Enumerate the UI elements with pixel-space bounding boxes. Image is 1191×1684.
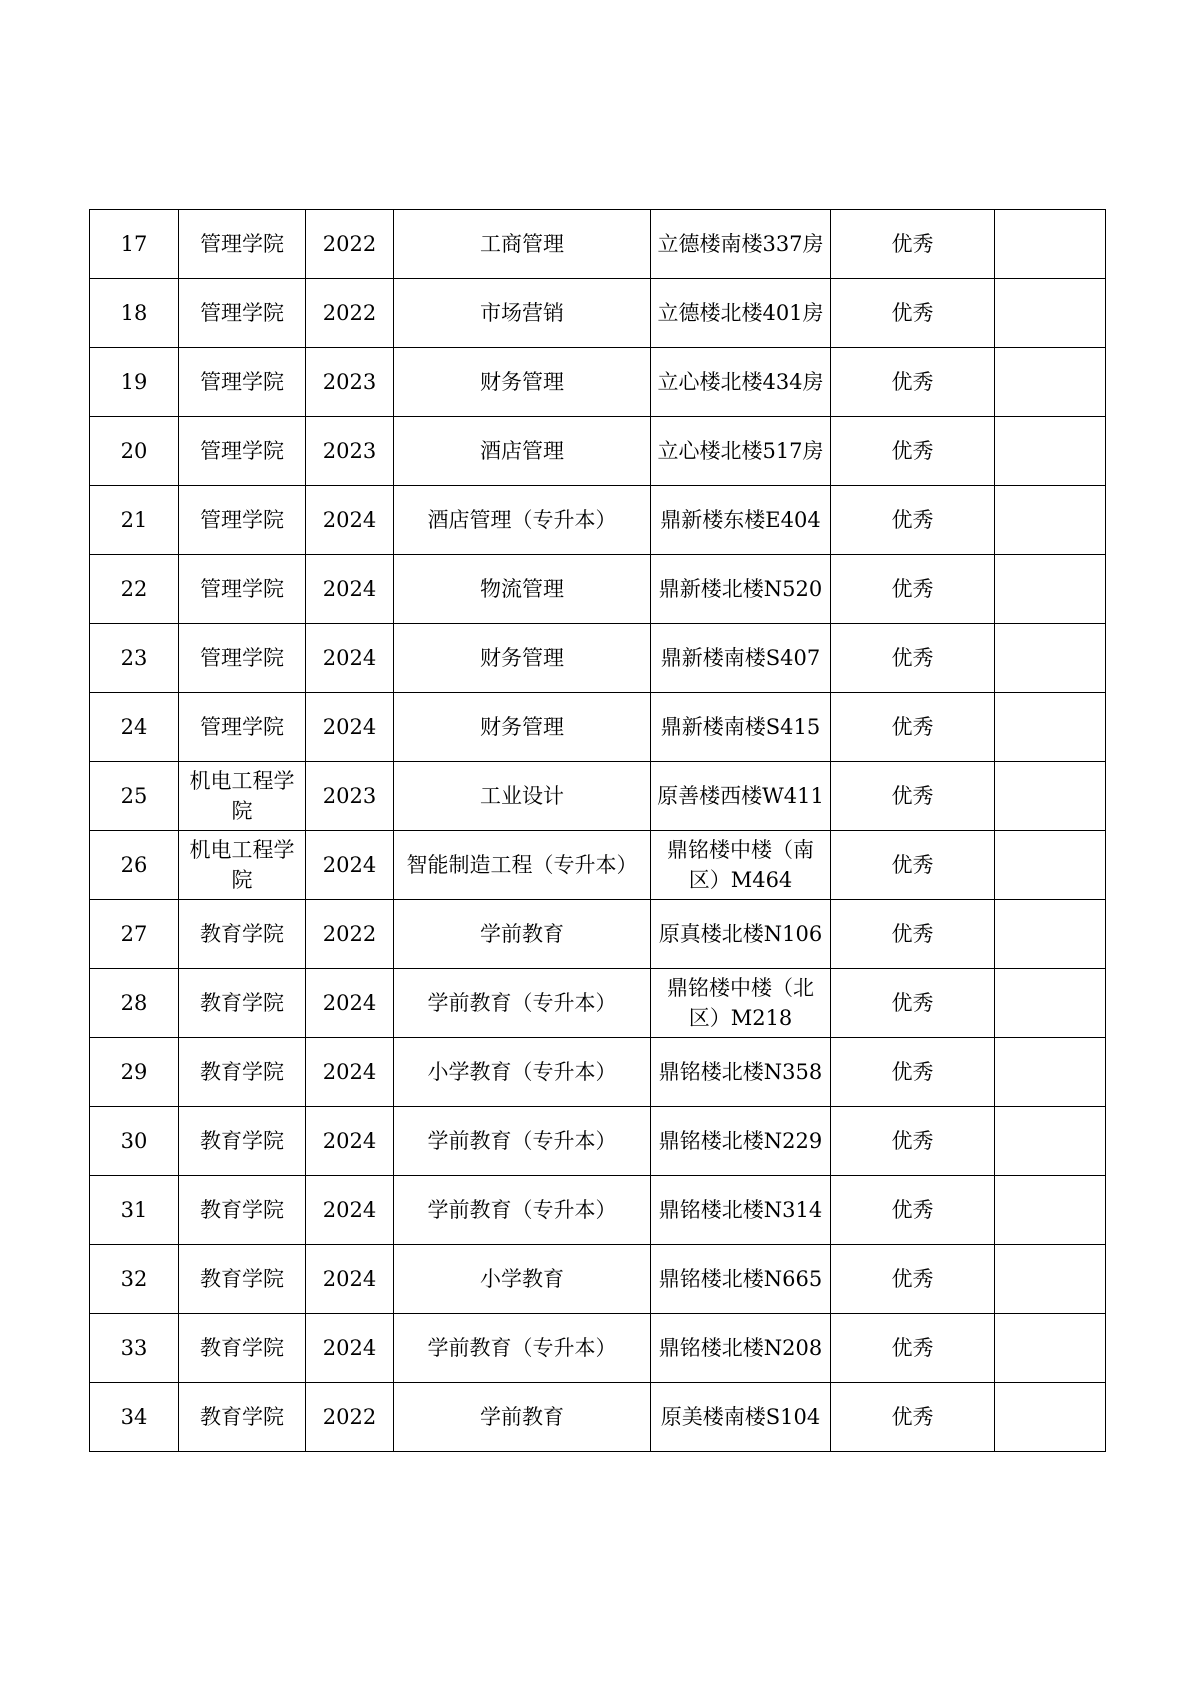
room-cell: 原善楼西楼W411	[651, 762, 831, 831]
remark-cell	[995, 969, 1106, 1038]
rating-cell: 优秀	[831, 1314, 995, 1383]
major-cell: 工业设计	[394, 762, 651, 831]
college-cell: 教育学院	[179, 1383, 306, 1452]
room-cell: 鼎新楼南楼S407	[651, 624, 831, 693]
college-cell: 教育学院	[179, 1107, 306, 1176]
major-cell: 市场营销	[394, 279, 651, 348]
remark-cell	[995, 693, 1106, 762]
room-cell: 鼎铭楼北楼N665	[651, 1245, 831, 1314]
index-cell: 20	[90, 417, 179, 486]
major-cell: 学前教育	[394, 1383, 651, 1452]
grade-cell: 2024	[306, 969, 394, 1038]
college-cell: 管理学院	[179, 693, 306, 762]
room-cell: 鼎铭楼中楼（北区）M218	[651, 969, 831, 1038]
rating-cell: 优秀	[831, 969, 995, 1038]
remark-cell	[995, 1176, 1106, 1245]
index-cell: 22	[90, 555, 179, 624]
grade-cell: 2024	[306, 831, 394, 900]
index-cell: 26	[90, 831, 179, 900]
rating-cell: 优秀	[831, 486, 995, 555]
rating-cell: 优秀	[831, 348, 995, 417]
rating-cell: 优秀	[831, 555, 995, 624]
index-cell: 18	[90, 279, 179, 348]
grade-cell: 2022	[306, 210, 394, 279]
room-cell: 鼎新楼东楼E404	[651, 486, 831, 555]
grade-cell: 2024	[306, 486, 394, 555]
remark-cell	[995, 624, 1106, 693]
index-cell: 17	[90, 210, 179, 279]
table-row	[90, 831, 1106, 900]
index-cell: 21	[90, 486, 179, 555]
grade-cell: 2023	[306, 762, 394, 831]
rating-cell: 优秀	[831, 417, 995, 486]
college-cell: 教育学院	[179, 1245, 306, 1314]
major-cell: 小学教育	[394, 1245, 651, 1314]
college-cell: 管理学院	[179, 348, 306, 417]
table-row	[90, 1176, 1106, 1245]
index-cell: 23	[90, 624, 179, 693]
college-cell: 管理学院	[179, 624, 306, 693]
table-row	[90, 1314, 1106, 1383]
room-cell: 鼎铭楼中楼（南区）M464	[651, 831, 831, 900]
table-row	[90, 624, 1106, 693]
major-cell: 酒店管理（专升本）	[394, 486, 651, 555]
remark-cell	[995, 762, 1106, 831]
major-cell: 学前教育	[394, 900, 651, 969]
table-row	[90, 693, 1106, 762]
remark-cell	[995, 486, 1106, 555]
grade-cell: 2023	[306, 348, 394, 417]
room-cell: 鼎新楼北楼N520	[651, 555, 831, 624]
rating-cell: 优秀	[831, 210, 995, 279]
college-cell: 管理学院	[179, 555, 306, 624]
college-cell: 管理学院	[179, 486, 306, 555]
remark-cell	[995, 555, 1106, 624]
remark-cell	[995, 1314, 1106, 1383]
grade-cell: 2024	[306, 1314, 394, 1383]
index-cell: 28	[90, 969, 179, 1038]
index-cell: 30	[90, 1107, 179, 1176]
room-cell: 立心楼北楼434房	[651, 348, 831, 417]
college-cell: 教育学院	[179, 1314, 306, 1383]
rating-cell: 优秀	[831, 693, 995, 762]
college-cell: 教育学院	[179, 969, 306, 1038]
grade-cell: 2022	[306, 279, 394, 348]
table-body	[90, 210, 1106, 1452]
major-cell: 财务管理	[394, 624, 651, 693]
room-cell: 鼎铭楼北楼N229	[651, 1107, 831, 1176]
major-cell: 学前教育（专升本）	[394, 1176, 651, 1245]
grade-cell: 2024	[306, 1038, 394, 1107]
grade-cell: 2024	[306, 1245, 394, 1314]
table-row	[90, 969, 1106, 1038]
remark-cell	[995, 1038, 1106, 1107]
rating-cell: 优秀	[831, 1038, 995, 1107]
college-cell: 管理学院	[179, 210, 306, 279]
major-cell: 智能制造工程（专升本）	[394, 831, 651, 900]
remark-cell	[995, 417, 1106, 486]
dormitory-rating-table	[89, 209, 1106, 1452]
room-cell: 鼎铭楼北楼N208	[651, 1314, 831, 1383]
index-cell: 25	[90, 762, 179, 831]
table-row	[90, 279, 1106, 348]
grade-cell: 2024	[306, 1107, 394, 1176]
index-cell: 32	[90, 1245, 179, 1314]
table-row	[90, 900, 1106, 969]
major-cell: 酒店管理	[394, 417, 651, 486]
table-row	[90, 762, 1106, 831]
college-cell: 管理学院	[179, 417, 306, 486]
grade-cell: 2023	[306, 417, 394, 486]
table-row	[90, 348, 1106, 417]
table-row	[90, 210, 1106, 279]
major-cell: 财务管理	[394, 693, 651, 762]
table-row	[90, 486, 1106, 555]
grade-cell: 2022	[306, 1383, 394, 1452]
rating-cell: 优秀	[831, 831, 995, 900]
rating-cell: 优秀	[831, 1176, 995, 1245]
remark-cell	[995, 279, 1106, 348]
major-cell: 小学教育（专升本）	[394, 1038, 651, 1107]
grade-cell: 2024	[306, 555, 394, 624]
rating-cell: 优秀	[831, 762, 995, 831]
index-cell: 29	[90, 1038, 179, 1107]
room-cell: 原美楼南楼S104	[651, 1383, 831, 1452]
major-cell: 学前教育（专升本）	[394, 1314, 651, 1383]
index-cell: 19	[90, 348, 179, 417]
college-cell: 教育学院	[179, 1176, 306, 1245]
remark-cell	[995, 348, 1106, 417]
grade-cell: 2024	[306, 624, 394, 693]
index-cell: 27	[90, 900, 179, 969]
index-cell: 34	[90, 1383, 179, 1452]
index-cell: 24	[90, 693, 179, 762]
major-cell: 学前教育（专升本）	[394, 1107, 651, 1176]
remark-cell	[995, 1245, 1106, 1314]
grade-cell: 2022	[306, 900, 394, 969]
grade-cell: 2024	[306, 693, 394, 762]
major-cell: 财务管理	[394, 348, 651, 417]
remark-cell	[995, 831, 1106, 900]
remark-cell	[995, 1383, 1106, 1452]
table-row	[90, 1383, 1106, 1452]
college-cell: 管理学院	[179, 279, 306, 348]
college-cell: 机电工程学院	[179, 762, 306, 831]
college-cell: 教育学院	[179, 1038, 306, 1107]
index-cell: 31	[90, 1176, 179, 1245]
rating-cell: 优秀	[831, 279, 995, 348]
table-row	[90, 1038, 1106, 1107]
rating-cell: 优秀	[831, 900, 995, 969]
rating-cell: 优秀	[831, 1245, 995, 1314]
major-cell: 工商管理	[394, 210, 651, 279]
room-cell: 鼎铭楼北楼N314	[651, 1176, 831, 1245]
major-cell: 学前教育（专升本）	[394, 969, 651, 1038]
table-row	[90, 417, 1106, 486]
rating-cell: 优秀	[831, 1383, 995, 1452]
room-cell: 立德楼北楼401房	[651, 279, 831, 348]
remark-cell	[995, 210, 1106, 279]
table-row	[90, 1245, 1106, 1314]
remark-cell	[995, 900, 1106, 969]
major-cell: 物流管理	[394, 555, 651, 624]
room-cell: 立心楼北楼517房	[651, 417, 831, 486]
grade-cell: 2024	[306, 1176, 394, 1245]
table-row	[90, 555, 1106, 624]
room-cell: 鼎铭楼北楼N358	[651, 1038, 831, 1107]
remark-cell	[995, 1107, 1106, 1176]
rating-cell: 优秀	[831, 624, 995, 693]
room-cell: 原真楼北楼N106	[651, 900, 831, 969]
table-row	[90, 1107, 1106, 1176]
college-cell: 教育学院	[179, 900, 306, 969]
room-cell: 立德楼南楼337房	[651, 210, 831, 279]
room-cell: 鼎新楼南楼S415	[651, 693, 831, 762]
index-cell: 33	[90, 1314, 179, 1383]
college-cell: 机电工程学院	[179, 831, 306, 900]
rating-cell: 优秀	[831, 1107, 995, 1176]
